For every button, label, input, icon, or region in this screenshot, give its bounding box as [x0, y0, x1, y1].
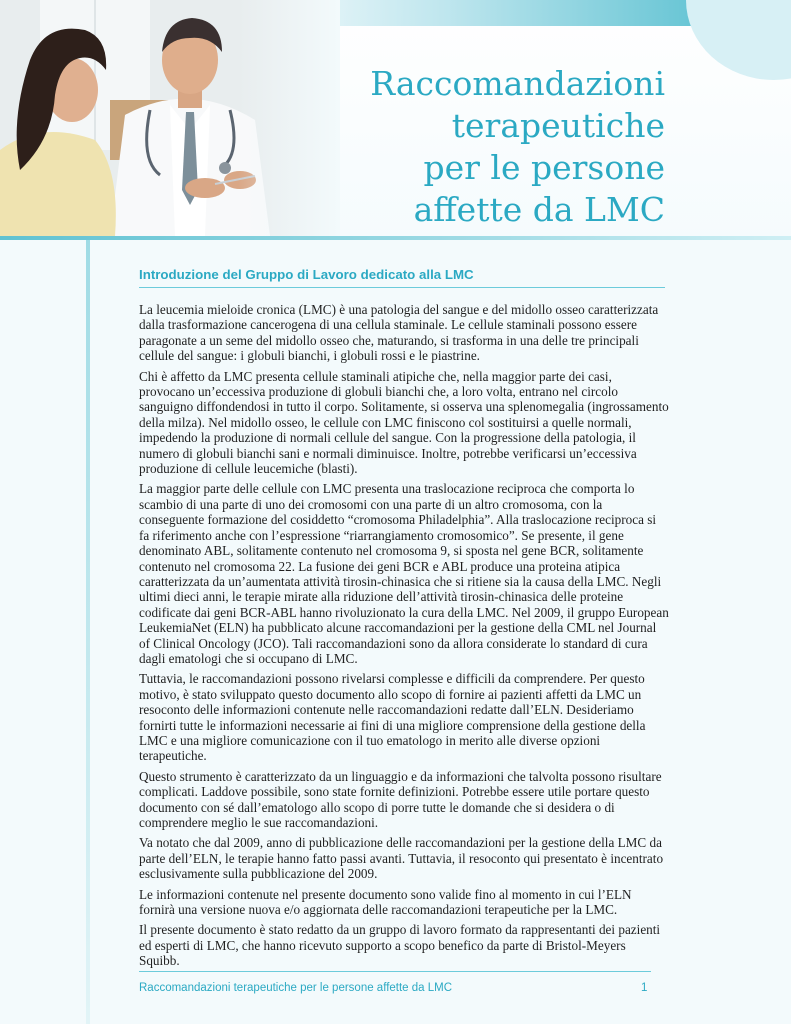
footer-divider — [139, 971, 651, 972]
page-number: 1 — [641, 982, 648, 994]
paragraph: Il presente documento è stato redatto da un gruppo di lavoro formato da rappresentanti dei pazienti ed esperti di LMC, che hanno ricevuto supporto a scopo benefico da parte di Bristol-Meyers Squibb. — [139, 922, 661, 969]
margin-accent-line — [86, 240, 90, 1024]
paragraph: La maggior parte delle cellule con LMC presenta una traslocazione reciproca che comporta lo scambio di una parte di uno dei cromosomi con una parte di un altro cromosoma, con la conseguente formazione del cosiddetto “cromosoma Philadelphia”. Alla traslocazione reciproca si fa riferimento anche con l’espressione “riarrangiamento cromosomico”. Se presente, il gene denominato ABL, solitamente contenuto nel cromosoma 9, si sposta nel gene BCR, solitamente contenuto nel cromosoma 22. La fusione dei geni BCR e ABL produce una proteina atipica caratterizzata da un’aumentata attività tirosin-chinasica che si ritiene sia la causa della LMC. Negli ultimi dieci anni, le terapie mirate alla riduzione dell’attività tirosin-chinasica delle proteine codificate dai geni BCR-ABL hanno rivoluzionato la cura della LMC. Nel 2009, il gruppo European LeukemiaNet (ELN) ha pubblicato alcune raccomandazioni per la gestione della CML nel Journal of Clinical Oncology (JCO). Tali raccomandazioni sono da allora considerate lo standard di cura dagli ematologi che si occupano di LMC. — [139, 481, 669, 666]
footer-title: Raccomandazioni terapeutiche per le persone affette da LMC — [139, 982, 453, 994]
header-accent-line — [0, 236, 791, 240]
doctor-patient-illustration — [0, 0, 340, 236]
paragraph: La leucemia mieloide cronica (LMC) è una patologia del sangue e del midollo osseo caratterizzata dalla trasformazione cancerogena di una cellula staminale. Le cellule staminali possono essere paragonate a un seme del midollo osseo che, maturando, si trasforma in una delle tre principali cellule del sangue: i globuli bianchi, i globuli rossi e le piastrine. — [139, 302, 659, 364]
title-line: affette da LMC — [413, 190, 665, 229]
body-text — [139, 302, 669, 974]
paragraph: Questo strumento è caratterizzato da un linguaggio e da informazioni che talvolta possono risultare complicati. Laddove possibile, sono state fornite definizioni. Potrebbe essere utile portare questo documento con sé dall’ematologo allo scopo di porre tutte le domande che si desidera o di comprendere meglio le sue raccomandazioni. — [139, 768, 662, 830]
paragraph: Tuttavia, le raccomandazioni possono rivelarsi complesse e difficili da comprendere. Per questo motivo, è stato sviluppato questo documento allo scopo di fornire ai pazienti affetti da LMC un resoconto delle informazioni contenute nelle raccomandazioni redatte dall’ELN. Desideriamo fornirti tutte le informazioni necessarie ai fini di una migliore comprensione della gestione della LMC e una migliore comunicazione con il tuo ematologo in merito alle diverse opzioni terapeutiche. — [139, 671, 646, 764]
title-line: per le persone — [423, 148, 665, 187]
paragraph: Le informazioni contenute nel presente documento sono valide fino al momento in cui l’ELN fornirà una versione nuova e/o aggiornata delle raccomandazioni terapeutiche per la LMC. — [139, 886, 632, 918]
title-line: Raccomandazioni — [370, 64, 665, 103]
paragraph: Chi è affetto da LMC presenta cellule staminali atipiche che, nella maggior parte dei casi, provocano un’eccessiva produzione di globuli bianchi che, a loro volta, entrano nel circolo sanguigno diffondendosi in tutto il corpo. Solitamente, si osserva una splenomegalia (ingrossamento della milza). Nel midollo osseo, le cellule con LMC finiscono col sostituirsi a quelle normali, impedendo la produzione di normali cellule del sangue. Con la progressione della patologia, il numero di globuli bianchi sani e normali diminuisce. Inoltre, potrebbe verificarsi un’eccessiva produzione di cellule leucemiche (blasti). — [139, 368, 669, 477]
paragraph: Va notato che dal 2009, anno di pubblicazione delle raccomandazioni per la gestione della LMC da parte dell’ELN, le terapie hanno fatto passi avanti. Tuttavia, il resoconto qui presentato è incentrato esclusivamente sulla pubblicazione del 2009. — [139, 835, 664, 882]
page-title — [305, 63, 665, 231]
doctor-patient-photo — [0, 0, 340, 236]
title-line: terapeutiche — [451, 106, 665, 145]
section-heading: Introduzione del Gruppo di Lavoro dedicato alla LMC — [139, 267, 665, 288]
